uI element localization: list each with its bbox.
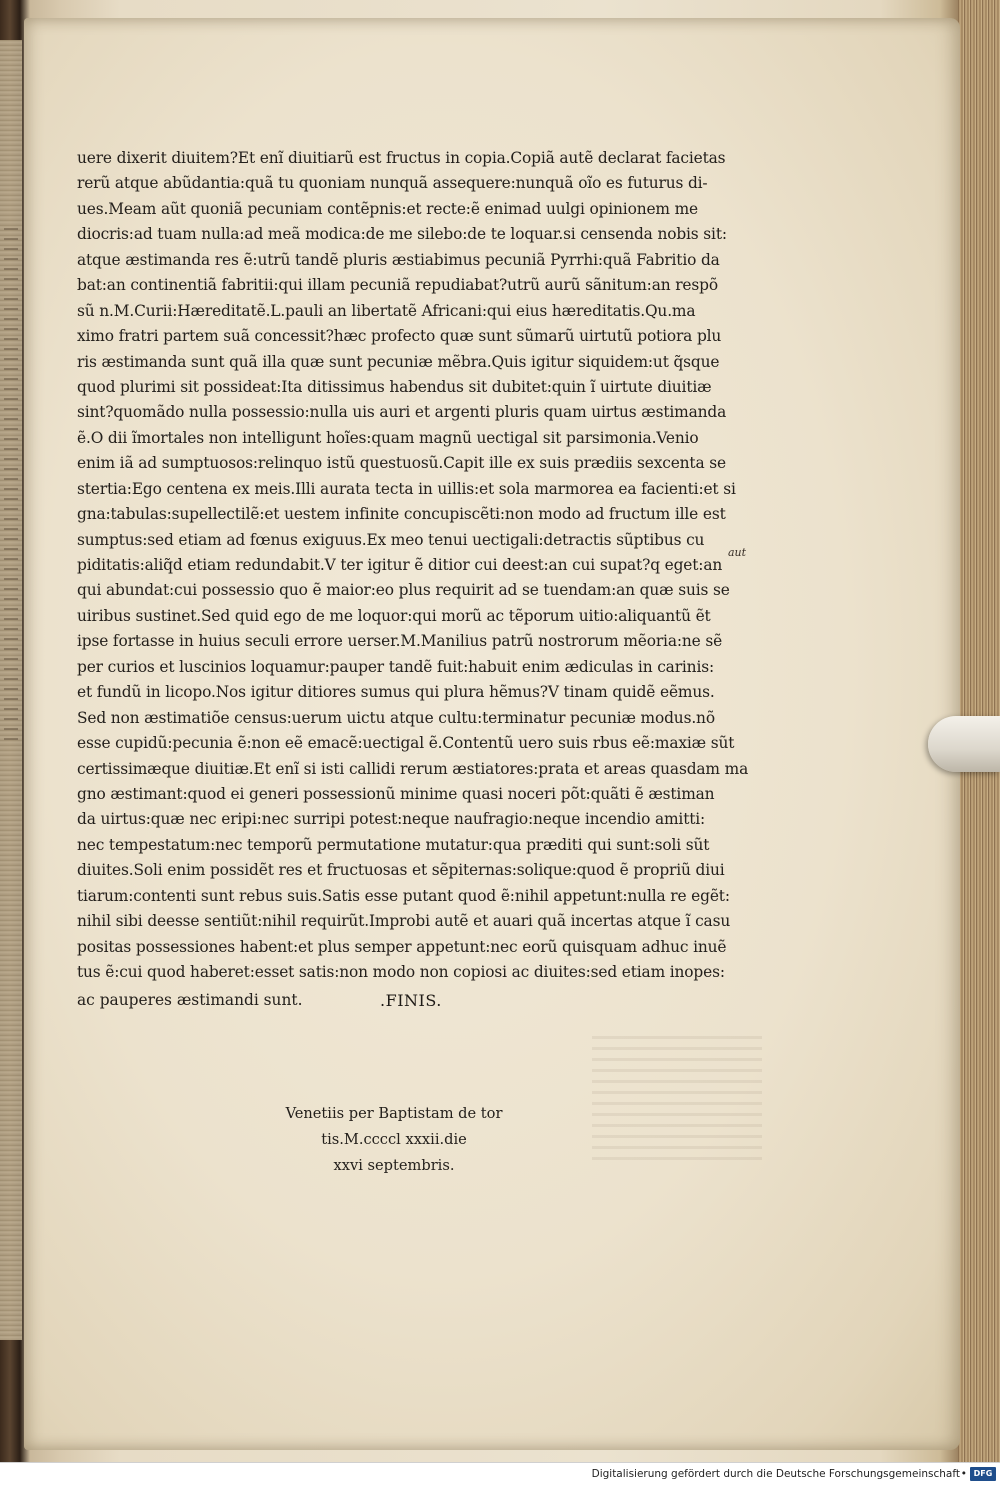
footer-bar — [0, 1462, 1000, 1486]
text-lines — [77, 146, 807, 985]
text-line: tiarum:contenti sunt rebus suis.Satis esse putant quod ẽ:nihil appetunt:nulla re egẽt: — [77, 886, 730, 905]
text-line: da uirtus:quæ nec eripi:nec surripi potest:neque naufragio:neque incendio amitti: — [77, 810, 706, 829]
text-line: enim iã ad sumptuosos:relinquo istũ questuosũ.Capit ille ex suis prædiis sexcenta se — [77, 454, 726, 473]
text-line: stertia:Ego centena ex meis.Illi aurata tecta in uillis:et sola marmorea ea facienti:et si — [77, 479, 736, 498]
text-line: gno æstimant:quod ei generi possessionũ minime quasi noceri põt:quãti ẽ æstiman — [77, 784, 715, 803]
text-line: atque æstimanda res ẽ:utrũ tandẽ pluris æstiabimus pecuniã Pyrrhi:quã Fabritio da — [77, 250, 720, 269]
text-line: Sed non æstimatiõe census:uerum uictu atque cultu:terminatur pecuniæ modus.nõ — [77, 708, 715, 727]
text-line: ipse fortasse in huius seculi errore uerser.M.Manilius patrũ nostrorum mẽoria:ne sẽ — [77, 632, 723, 651]
text-line: ris æstimanda sunt quã illa quæ sunt pecuniæ mẽbra.Quis igitur siquidem:ut q̃sque — [77, 352, 720, 371]
dfg-logo-icon: DFG — [970, 1467, 996, 1481]
book-page — [24, 18, 960, 1450]
text-line: ximo fratri partem suã concessit?hæc profecto quæ sunt sũmarũ uirtutũ potiora plu — [77, 327, 722, 346]
text-line: quod plurimi sit possideat:Ita ditissimus habendus sit dubitet:quin ĩ uirtute diuitiæ — [77, 377, 712, 396]
facing-page-bleed — [4, 220, 18, 740]
text-line: rerũ atque abũdantia:quã tu quoniam nunquã assequere:nunquã oĩo es futurus di- — [77, 174, 708, 193]
page-marker-tab — [928, 716, 1000, 772]
text-line: tus ẽ:cui quod haberet:esset satis:non modo non copiosi ac diuites:sed etiam inopes: — [77, 963, 725, 981]
main-text-block — [77, 146, 807, 1014]
text-line: diuites.Soli enim possidẽt res et fructuosas et sẽpiternas:solique:quod ẽ propriũ diui — [77, 861, 725, 880]
text-line: esse cupidũ:pecunia ẽ:non eẽ emacẽ:uectigal ẽ.Contentũ uero suis rbus eẽ:maxiæ sũt — [77, 734, 735, 753]
text-line: nihil sibi deesse sentiũt:nihil requirũt.Improbi autẽ et auari quã incertas atque ĩ casu — [77, 912, 731, 931]
colophon-line: xxvi septembris. — [333, 1157, 455, 1174]
text-line: ẽ.O dii ĩmortales non intelligunt hoĩes:quam magnũ uectigal sit parsimonia.Venio — [77, 428, 699, 447]
text-line: per curios et luscinios loquamur:pauper tandẽ fuit:habuit enim ædiculas in carinis: — [77, 657, 714, 676]
text-line: nec tempestatum:nec temporũ permutatione mutatur:qua præditi qui sunt:soli sũt — [77, 835, 710, 854]
text-line: bat:an continentiã fabritii:qui illam pecuniã repudiabat?utrũ aurũ sãnitum:an respõ — [77, 276, 718, 295]
text-line: diocris:ad tuam nulla:ad meã modica:de me silebo:de te loquar.si censenda nobis sit: — [77, 225, 727, 244]
text-line: sint?quomãdo nulla possessio:nulla uis auri et argenti pluris quam uirtus æstimanda — [77, 403, 727, 422]
show-through-text — [592, 1030, 762, 1160]
handwritten-marginal-note: aut — [728, 546, 747, 559]
text-line: gna:tabulas:supellectilẽ:et uestem infinite concupiscẽti:non modo ad fructum ille est — [77, 505, 726, 524]
finis-label: .FINIS. — [380, 991, 442, 1011]
text-line: uere dixerit diuitem?Et enĩ diuitiarũ est fructus in copia.Copiã autẽ declarat facietas — [77, 149, 726, 167]
text-line: sũ n.M.Curii:Hæreditatẽ.L.pauli an libertatẽ Africani:qui eius hæreditatis.Qu.ma — [77, 301, 696, 320]
footer-separator: • — [960, 1468, 967, 1480]
text-line: piditatis:aliq̃d etiam redundabit.V ter igitur ẽ ditior cui deest:an cui supat?q eget:an — [77, 556, 723, 574]
closing-row — [77, 988, 807, 1013]
colophon-line: tis.M.ccccl xxxii.die — [321, 1131, 467, 1148]
text-line: uiribus sustinet.Sed quid ego de me loquor:qui morũ ac tẽporum uitio:aliquantũ ẽt — [77, 606, 711, 625]
text-line: qui abundat:cui possessio quo ẽ maior:eo plus requirit ad se tuendam:an quæ suis se — [77, 581, 730, 600]
text-line: certissimæque diuitiæ.Et enĩ si isti callidi rerum æstiatores:prata et areas quasdam ma — [77, 759, 749, 778]
colophon-line: Venetiis per Baptistam de tor — [285, 1105, 503, 1122]
colophon — [254, 1101, 534, 1179]
text-line: positas possessiones habent:et plus semper appetunt:nec eorũ quisquam adhuc inuẽ — [77, 937, 727, 956]
text-line: sumptus:sed etiam ad fœnus exiguus.Ex meo tenui uectigali:detractis sũptibus cu — [77, 530, 705, 549]
funding-credit: Digitalisierung gefördert durch die Deutsche Forschungsgemeinschaft — [591, 1468, 960, 1480]
text-line: et fundũ in licopo.Nos igitur ditiores sumus qui plura hẽmus?V tinam quidẽ eẽmus. — [77, 683, 715, 702]
closing-line: ac pauperes æstimandi sunt. — [77, 991, 303, 1010]
text-line: ues.Meam aũt quoniã pecuniam contẽpnis:et recte:ẽ enimad uulgi opinionem me — [77, 199, 699, 218]
